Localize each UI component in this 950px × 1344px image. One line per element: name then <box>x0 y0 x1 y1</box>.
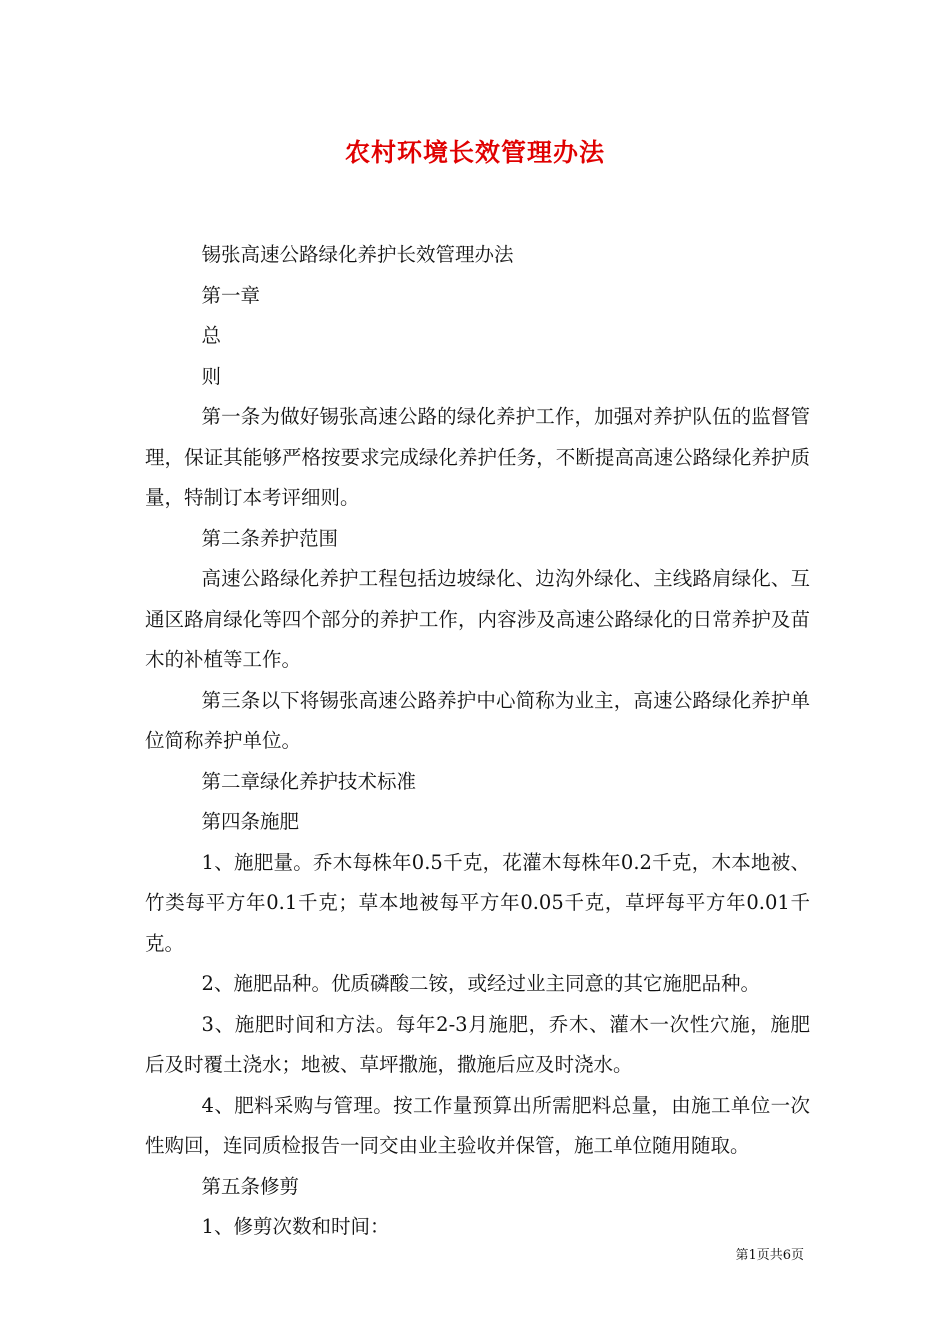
article-2-heading: 第二条养护范围 <box>201 526 339 550</box>
document-title: 农村环境长效管理办法 <box>344 138 605 167</box>
article-4-item-4: 4、肥料采购与管理。按工作量预算出所需肥料总量，由施工单位一次性购回，连同质检报告一同交由业主验收并保管，施工单位随用随取。 <box>145 1093 810 1157</box>
article-2-body: 高速公路绿化养护工程包括边坡绿化、边沟外绿化、主线路肩绿化、互通区路肩绿化等四个部分的养护工作，内容涉及高速公路绿化的日常养护及苗木的补植等工作。 <box>145 567 810 671</box>
article-5-item-1: 1、修剪次数和时间： <box>201 1215 390 1238</box>
chapter-title-char-1: 总 <box>201 324 222 347</box>
article-4-item-3: 3、施肥时间和方法。每年2-3月施肥，乔木、灌木一次性穴施，施肥后及时覆土浇水；地被、草坪撒施，撒施后应及时浇水。 <box>145 1012 810 1076</box>
paragraph-heading: 锡张高速公路绿化养护长效管理办法 <box>201 243 514 266</box>
page-number: 第1页共6页 <box>735 1248 804 1263</box>
article-4-heading: 第四条施肥 <box>201 810 300 833</box>
document-body <box>145 235 810 1248</box>
article-3: 第三条以下将锡张高速公路养护中心简称为业主，高速公路绿化养护单位简称养护单位。 <box>145 688 810 752</box>
chapter-2-heading: 第二章绿化养护技术标准 <box>201 769 417 793</box>
article-5-heading: 第五条修剪 <box>201 1174 300 1198</box>
article-4-item-2: 2、施肥品种。优质磷酸二铵，或经过业主同意的其它施肥品种。 <box>201 972 760 995</box>
chapter-title-char-2: 则 <box>201 364 222 388</box>
article-4-item-1: 1、施肥量。乔木每株年0.5千克，花灌木每株年0.2千克，木本地被、竹类每平方年0.1千克；草本地被每平方年0.05千克，草坪每平方年0.01千克。 <box>145 850 810 955</box>
article-1: 第一条为做好锡张高速公路的绿化养护工作，加强对养护队伍的监督管理，保证其能够严格按要求完成绿化养护任务，不断提高高速公路绿化养护质量，特制订本考评细则。 <box>145 405 810 509</box>
chapter-label: 第一章 <box>201 283 261 307</box>
